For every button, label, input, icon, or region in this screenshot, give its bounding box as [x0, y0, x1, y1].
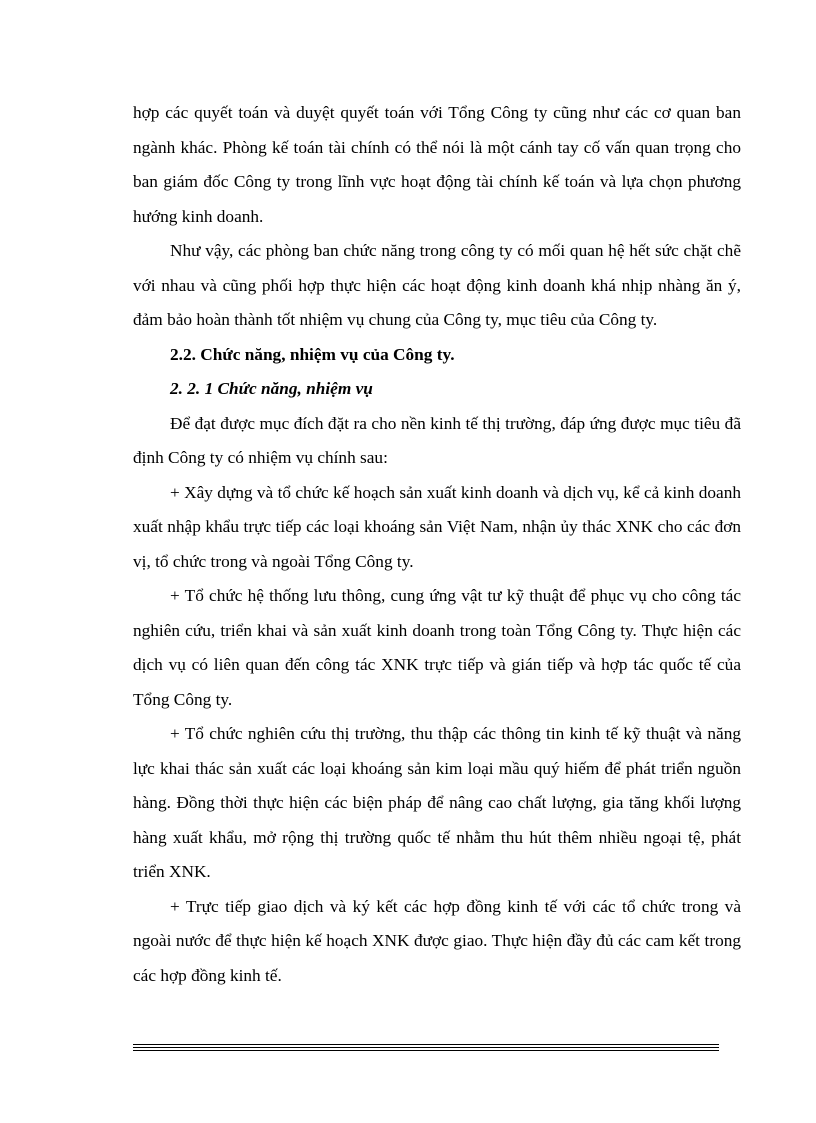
list-item-task-3: + Tổ chức nghiên cứu thị trường, thu thập các thông tin kinh tế kỹ thuật và năng lực khai thác sản xuất các loại khoáng sản kim loại mầu quý hiếm để phát triển nguồn hàng. Đồng thời thực hiện các biện pháp để nâng cao chất lượng, gia tăng khối lượng hàng xuất khẩu, mở rộng thị trường quốc tế nhằm thu hút thêm nhiều ngoại tệ, phát triển XNK. — [133, 724, 741, 881]
paragraph-continuation: hợp các quyết toán và duyệt quyết toán với Tổng Công ty cũng như các cơ quan ban ngành khác. Phòng kế toán tài chính có thể nói là một cánh tay cố vấn quan trọng cho ban giám đốc Công ty trong lĩnh vực hoạt động tài chính kế toán và lựa chọn phương hướng kinh doanh. — [133, 103, 741, 226]
list-item-task-2: + Tổ chức hệ thống lưu thông, cung ứng vật tư kỹ thuật để phục vụ cho công tác nghiên cứu, triển khai và sản xuất kinh doanh trong toàn Tổng Công ty. Thực hiện các dịch vụ có liên quan đến công tác XNK trực tiếp và gián tiếp và hợp tác quốc tế của Tổng Công ty. — [133, 586, 741, 709]
subsection-heading: 2. 2. 1 Chức năng, nhiệm vụ — [170, 379, 373, 398]
section-heading: 2.2. Chức năng, nhiệm vụ của Công ty. — [170, 344, 455, 364]
paragraph-objectives: Để đạt được mục đích đặt ra cho nền kinh tế thị trường, đáp ứng được mục tiêu đã định Công ty có nhiệm vụ chính sau: — [133, 413, 741, 467]
list-item-task-4: + Trực tiếp giao dịch và ký kết các hợp đồng kinh tế với các tổ chức trong và ngoài nước để thực hiện kế hoạch XNK được giao. Thực hiện đầy đủ các cam kết trong các hợp đồng kinh tế. — [133, 896, 741, 985]
document-body — [133, 96, 741, 993]
paragraph-department-relations: Như vậy, các phòng ban chức năng trong công ty có mối quan hệ hết sức chặt chẽ với nhau và cũng phối hợp thực hiện các hoạt động kinh doanh khá nhịp nhàng ăn ý, đảm bảo hoàn thành tốt nhiệm vụ chung của Công ty, mục tiêu của Công ty. — [133, 241, 741, 329]
footer-divider — [133, 1044, 719, 1048]
list-item-task-1: + Xây dựng và tổ chức kế hoạch sản xuất kinh doanh và dịch vụ, kể cả kinh doanh xuất nhập khẩu trực tiếp các loại khoáng sản Việt Nam, nhận ủy thác XNK cho các đơn vị, tổ chức trong và ngoài Tổng Công ty. — [133, 482, 741, 571]
